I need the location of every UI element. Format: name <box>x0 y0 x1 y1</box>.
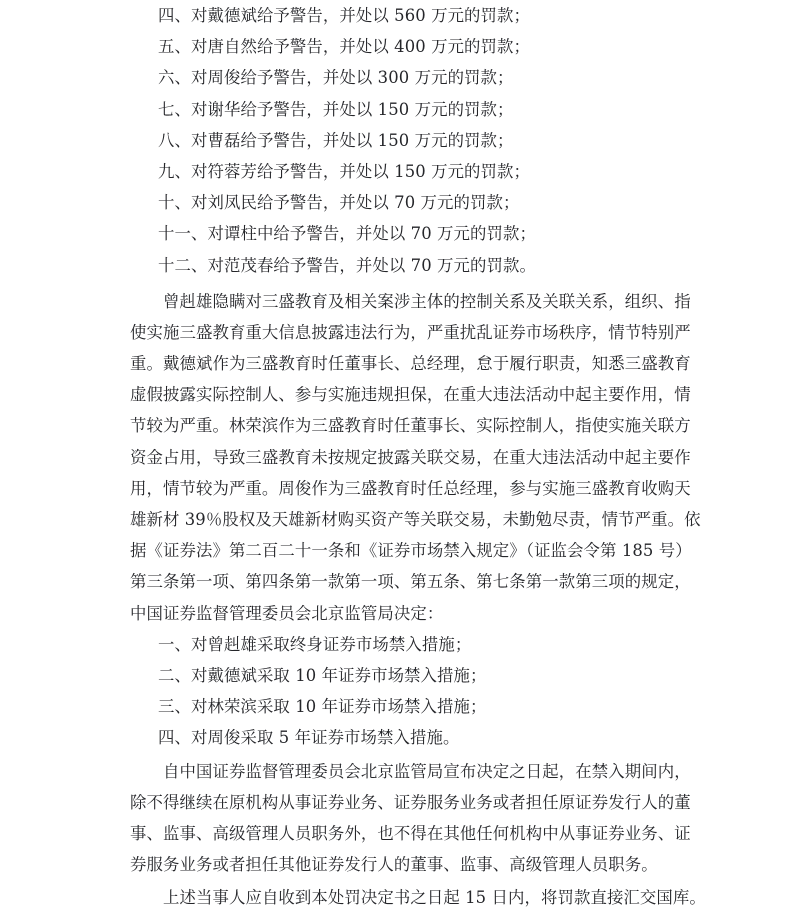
paragraph-line: 事、监事、高级管理人员职务外，也不得在其他任何机构中从事证券业务、证 <box>130 823 691 843</box>
list-item: 三、对林荣滨采取 10 年证券市场禁入措施； <box>158 697 487 717</box>
list-item: 十二、对范茂春给予警告，并处以 70 万元的罚款。 <box>158 255 536 275</box>
list-item: 九、对符蓉芳给予警告，并处以 150 万元的罚款； <box>158 161 531 181</box>
paragraph-line: 中国证券监督管理委员会北京监管局决定： <box>130 603 444 623</box>
paragraph-line: 券服务业务或者担任其他证券发行人的董事、监事、高级管理人员职务。 <box>130 855 658 875</box>
penalty-list <box>130 0 662 281</box>
findings-paragraph <box>130 286 701 629</box>
paragraph-line: 节较为严重。林荣滨作为三盛教育时任董事长、实际控制人，指使实施关联方 <box>130 416 691 436</box>
paragraph-line: 使实施三盛教育重大信息披露违法行为，严重扰乱证券市场秩序，情节特别严 <box>130 322 691 342</box>
paragraph-line: 据《证券法》第二百二十一条和《证券市场禁入规定》（证监会令第 185 号） <box>130 541 692 561</box>
payment-paragraph <box>130 882 706 913</box>
ban-measure-list <box>130 629 662 754</box>
list-item: 七、对谢华给予警告，并处以 150 万元的罚款； <box>158 99 514 119</box>
paragraph-line: 雄新材 39％股权及天雄新材购买资产等关联交易，未勤勉尽责，情节严重。依 <box>130 510 701 529</box>
paragraph-line: 资金占用，导致三盛教育未按规定披露关联交易，在重大违法活动中起主要作 <box>130 447 691 467</box>
list-item: 二、对戴德斌采取 10 年证券市场禁入措施； <box>158 665 487 685</box>
paragraph-line: 上述当事人应自收到本处罚决定书之日起 15 日内，将罚款直接汇交国库。 <box>163 888 706 908</box>
list-item: 十、对刘凤民给予警告，并处以 70 万元的罚款； <box>158 193 520 213</box>
list-item: 一、对曾赳雄采取终身证券市场禁入措施； <box>158 634 472 654</box>
paragraph-line: 虚假披露实际控制人、参与实施违规担保，在重大违法活动中起主要作用，情 <box>130 385 691 405</box>
list-item: 四、对戴德斌给予警告，并处以 560 万元的罚款； <box>158 6 531 25</box>
paragraph-line: 用，情节较为严重。周俊作为三盛教育时任总经理，参与实施三盛教育收购天 <box>130 478 691 498</box>
list-item: 六、对周俊给予警告，并处以 300 万元的罚款； <box>158 68 514 88</box>
paragraph-line: 第三条第一项、第四条第一款第一项、第五条、第七条第一款第三项的规定， <box>130 572 691 592</box>
list-item: 五、对唐自然给予警告，并处以 400 万元的罚款； <box>158 37 531 57</box>
paragraph-line: 除不得继续在原机构从事证券业务、证券服务业务或者担任原证券发行人的董 <box>130 792 691 812</box>
list-item: 十一、对谭柱中给予警告，并处以 70 万元的罚款； <box>158 224 536 244</box>
paragraph-line: 重。戴德斌作为三盛教育时任董事长、总经理，怠于履行职责，知悉三盛教育 <box>130 354 691 374</box>
paragraph-line: 曾赳雄隐瞒对三盛教育及相关案涉主体的控制关系及关联关系，组织、指 <box>163 291 691 311</box>
list-item: 八、对曹磊给予警告，并处以 150 万元的罚款； <box>158 130 514 150</box>
ban-effect-paragraph <box>130 756 691 881</box>
document-body <box>130 0 706 913</box>
list-item: 四、对周俊采取 5 年证券市场禁入措施。 <box>158 728 460 748</box>
paragraph-line: 自中国证券监督管理委员会北京监管局宣布决定之日起，在禁入期间内， <box>163 761 691 781</box>
